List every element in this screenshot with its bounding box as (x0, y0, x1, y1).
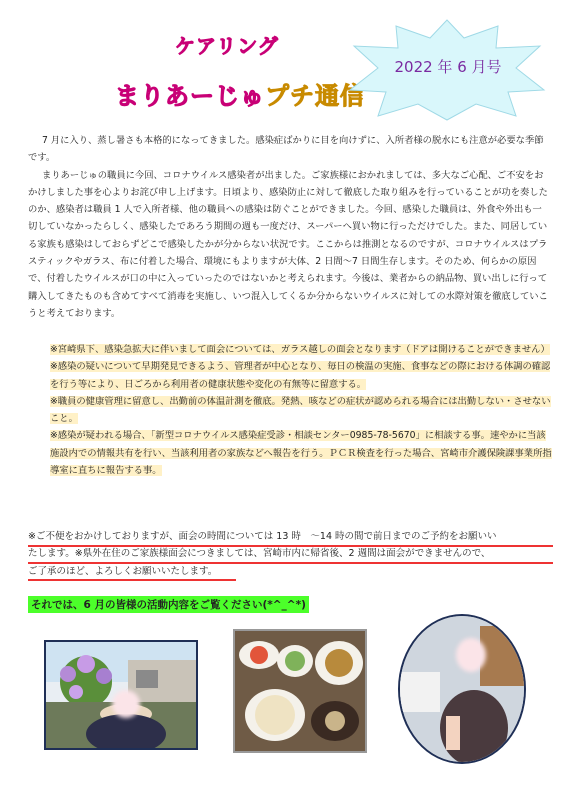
body-text (28, 132, 548, 322)
title-part-petit: プチ通信 (265, 82, 365, 110)
visit-notice-line: たします。※県外在住のご家族様面会につきましては、宮崎市内に帰省後、2 週間は面会ができませんので、 (28, 548, 491, 560)
red-underline (28, 579, 236, 581)
resident-scene-illustration (400, 616, 524, 762)
photo-garden (44, 640, 198, 750)
photo-resident (398, 614, 526, 764)
red-underline (28, 562, 553, 564)
notes-list (38, 341, 552, 479)
paragraph-season: 7 月に入り、蒸し暑さも本格的になってきました。感染症ばかりに目を向けずに、入所者様の脱水にも注意が必要な季節です。 (28, 135, 544, 164)
newsletter-title-line2 (115, 76, 365, 111)
issue-date: 2022 年 6 月号 (394, 58, 502, 76)
privacy-blur (456, 638, 486, 672)
note-item: ※職員の健康管理に留意し、出勤前の体温計測を徹底。発熱、咳などの症状が認められる場合には出勤しない・させないこと。 (50, 395, 551, 425)
closing-message: それでは、6 月の皆様の活動内容をご覧ください(*^_^*) (28, 596, 309, 613)
red-underline (28, 545, 553, 547)
title-part-mariage: まりあーじゅ (115, 82, 265, 110)
privacy-blur (112, 690, 140, 718)
visit-notice-line: ご了承のほど、よろしくお願いいたします。 (28, 565, 218, 577)
meal-tray-illustration (235, 631, 365, 751)
visit-notice (28, 528, 553, 580)
newsletter-title-line1: ケアリング (175, 34, 279, 58)
note-item: ※感染の疑いについて早期発見できるよう、管理者が中心となり、毎日の検温の実施、食事などの際における体調の確認を行う等により、日ごろから利用者の健康状態や変化の有無等に留意する。 (50, 361, 551, 390)
note-item: ※感染が疑われる場合、「新型コロナウイルス感染症受診・相談センター0985-78-5670」に相談する事。速やかに当該施設内での情報共有を行い、当該利用者の家族などへ報告を行う。ＰＣＲ検査を行った場合、宮崎市介護保険課事業所指導室に直ちに報告する事。 (50, 430, 552, 477)
note-item: ※宮崎県下、感染急拡大に伴いまして面会については、ガラス越しの面会となります（ドアは開けることができません） (50, 344, 550, 355)
paragraph-covid: まりあーじゅの職員に今回、コロナウイルス感染者が出ました。ご家族様におかれましては、多大なご心配、ご不安をおかけしました事を心よりお詫び申し上げます。日頃より、感染防止に対して徹底した取り組みを行っていることが功を奏したのか、感染者は職員 1 人で入所者様、他の職員への感染は防ぐことができました。今回、感染した職員は、外食や外出も一切していなかったらしく、感染したであろう期間の週も一度だけ、スーパーへ買い物に行っただけでした。また、同居している家族も感染はしておらずどこで感染したかが分からない状況です。ここからは推測となるのですが、コロナウイルスはプラスティックやガラス、布に付着した場合、環境にもよりますが大体、2 日間～7 日間生存します。そのため、何らかの原因で、付着したウイルスが口の中に入っていったのではないかと考えられます。今後は、業者からの納品物、買い出しに行って購入してきたものも含めてすべて消毒を実施し、いつ混入してくるか分からないウイルスに対しての水際対策を徹底していこうと考えております。 (28, 169, 548, 319)
visit-notice-line: ※ご不便をおかけしておりますが、面会の時間については 13 時 ～14 時の間で前日までのご予約をお願いい (28, 531, 497, 542)
photo-meal (233, 629, 367, 753)
